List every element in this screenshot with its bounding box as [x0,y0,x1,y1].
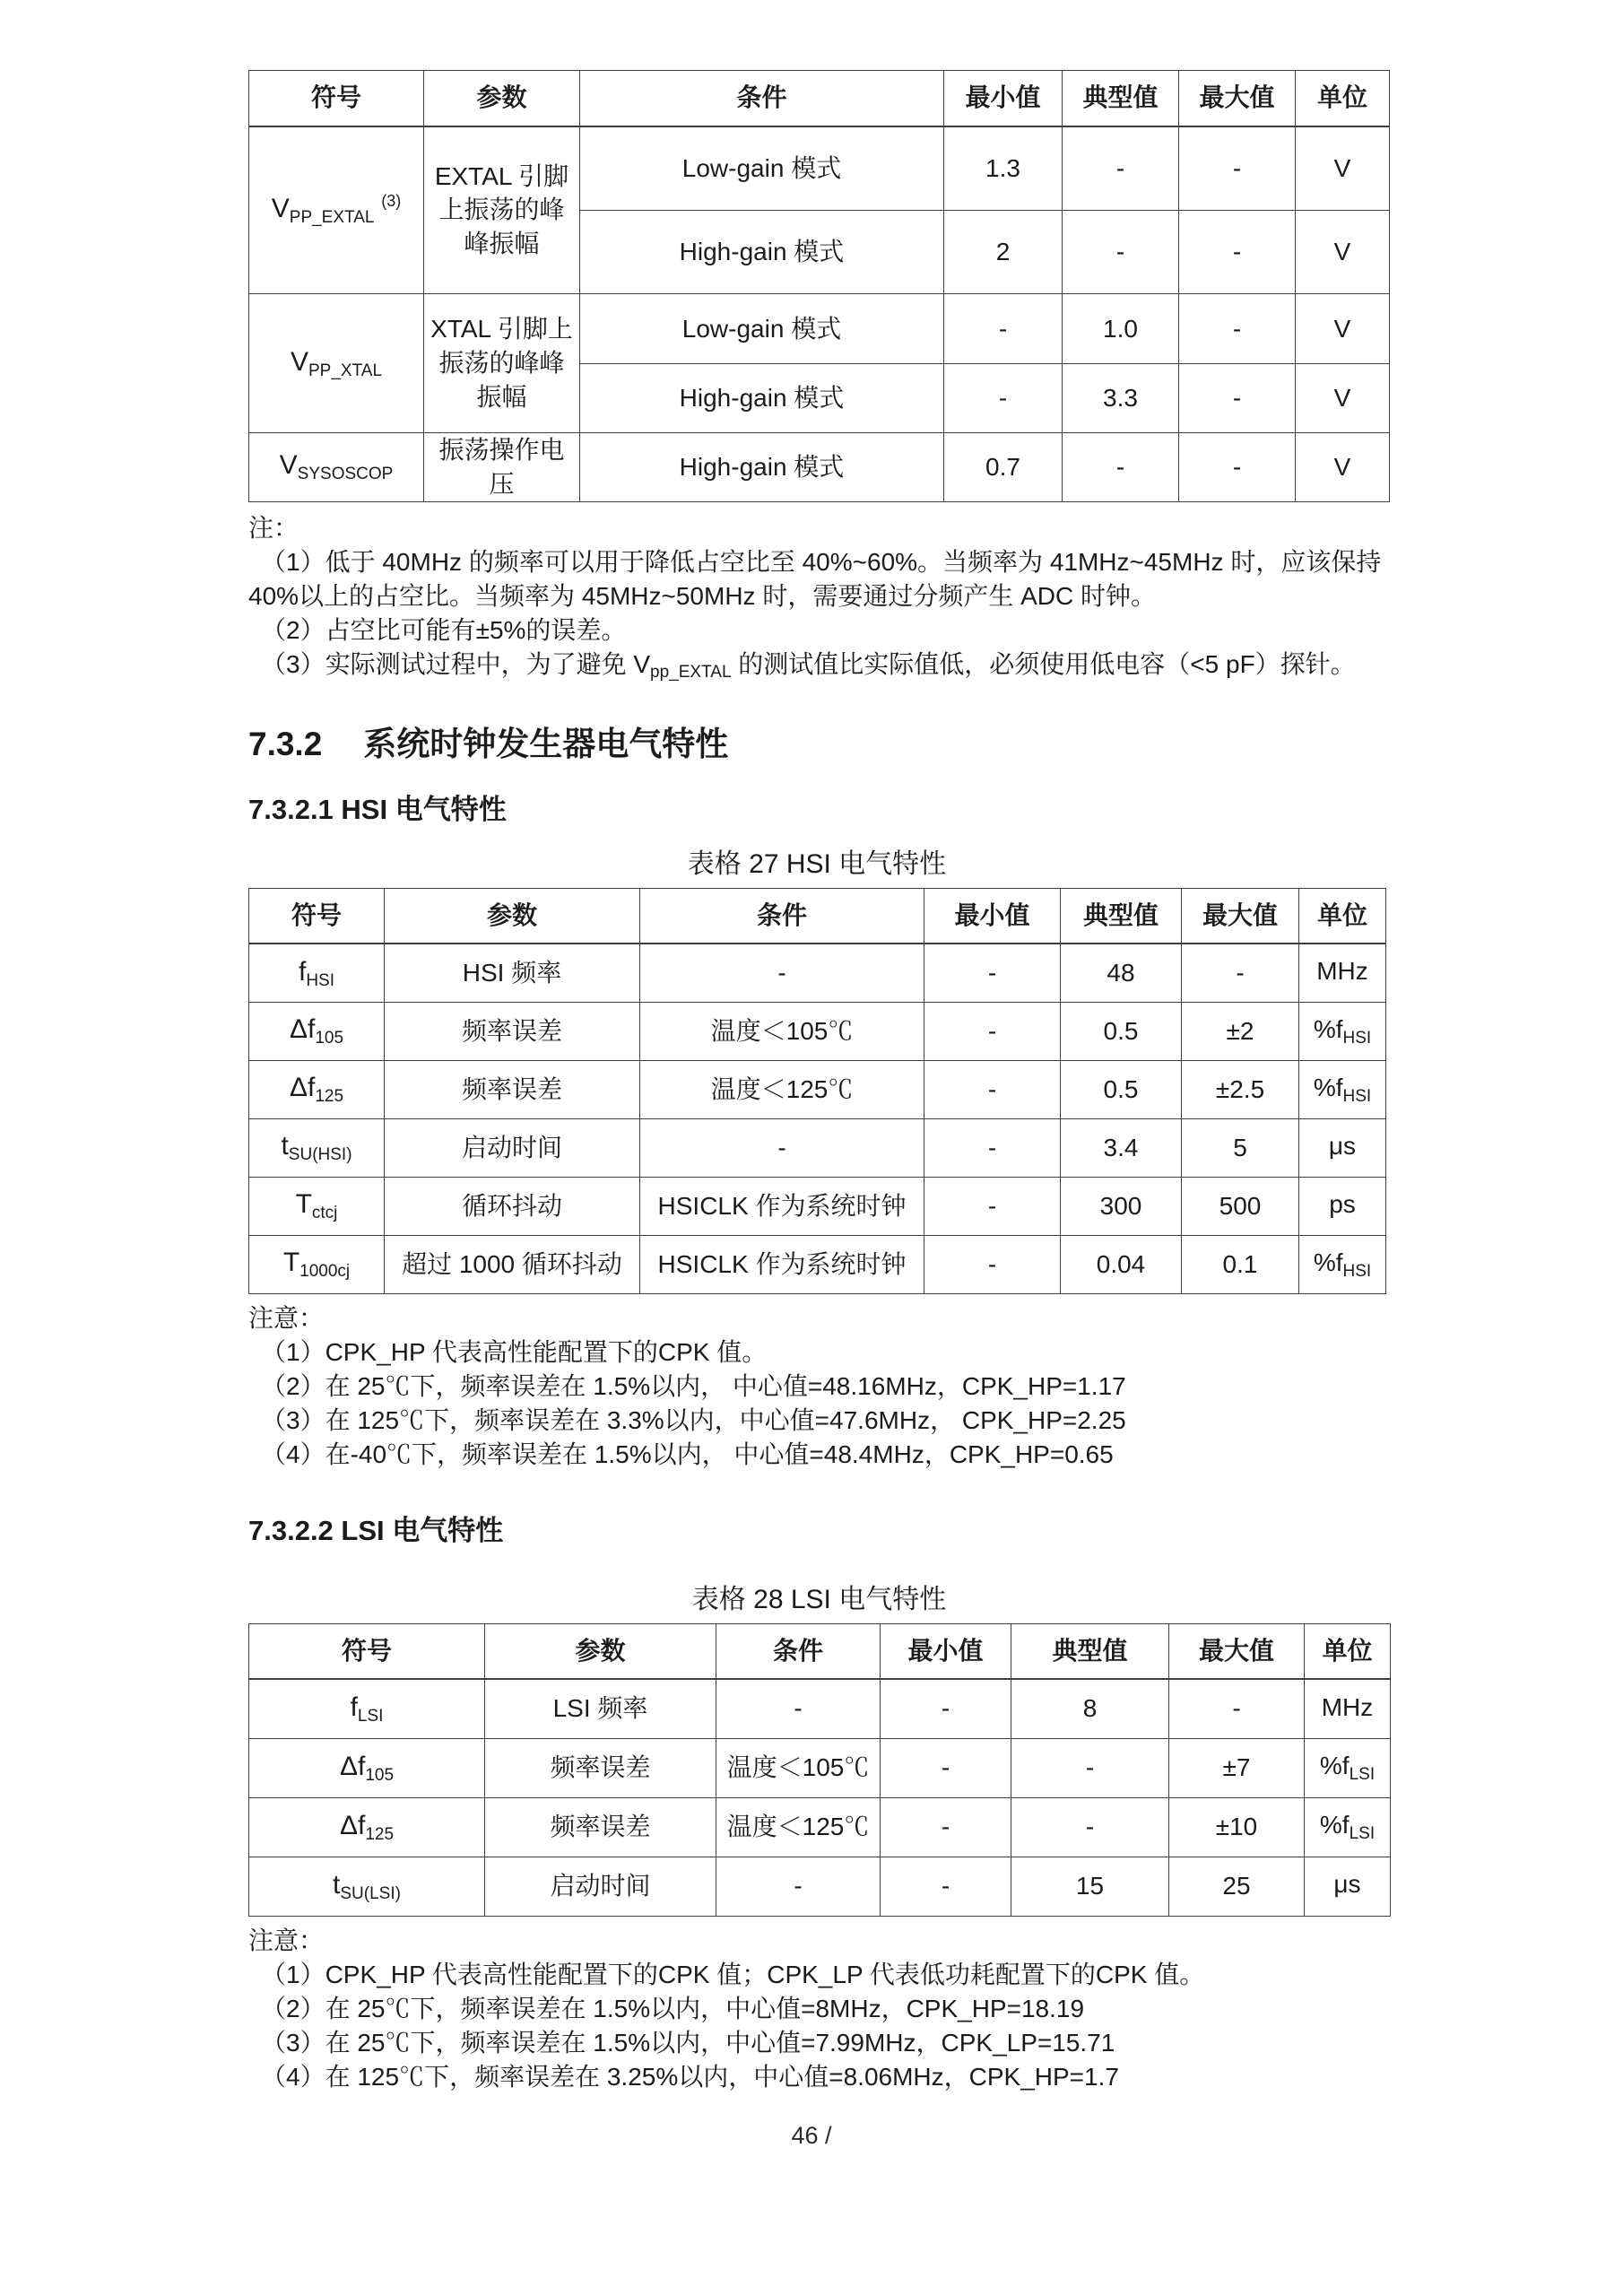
max-cell: - [1179,433,1296,502]
param-cell: 频率误差 [485,1797,716,1857]
table-row [249,433,1390,502]
unit-base: %f [1313,1073,1343,1101]
col-header-unit: 单位 [1305,1623,1391,1679]
symbol-base: V [290,346,308,377]
notes-label: 注意： [248,1303,325,1332]
lsi-notes [248,1924,1504,2094]
unit-base: MHz [1316,957,1368,986]
notes-label: 注： [248,513,299,542]
min-cell: - [924,1235,1061,1293]
lsi-characteristics-table [248,1623,1391,1917]
typ-cell: 0.5 [1061,1060,1182,1118]
osc-characteristics-table [248,70,1390,502]
param-cell: 超过 1000 循环抖动 [385,1235,640,1293]
cond-cell: Low-gain 模式 [580,294,944,364]
symbol-df125 [249,1060,385,1118]
param-cell: 频率误差 [485,1738,716,1797]
unit-cell [1305,1857,1391,1916]
table-row [249,294,1390,364]
col-header-parameter: 参数 [485,1623,716,1679]
col-header-typ: 典型值 [1063,71,1179,126]
symbol-base: T [295,1189,312,1220]
unit-base: %f [1319,1752,1350,1780]
table-row [249,1738,1391,1797]
symbol-base: f [298,956,307,987]
max-cell: - [1179,294,1296,364]
param-cell: XTAL 引脚上振荡的峰峰振幅 [424,294,580,433]
unit-cell [1299,1235,1386,1293]
unit-subscript: HSI [1342,1028,1372,1048]
param-cell: 启动时间 [385,1118,640,1177]
max-cell: - [1179,126,1296,211]
min-cell: - [924,944,1061,1002]
max-cell: ±10 [1169,1797,1305,1857]
section-heading-7321: 7.3.2.1 HSI 电气特性 [248,793,507,825]
cond-cell: - [716,1679,881,1738]
symbol-footnote-ref: (3) [381,192,402,211]
min-cell: - [924,1002,1061,1060]
unit-cell: V [1296,364,1390,433]
symbol-vsysoscop [249,433,424,502]
max-cell: - [1179,364,1296,433]
unit-base: %f [1313,1248,1343,1276]
note-item: （1）CPK_HP 代表高性能配置下的CPK 值；CPK_LP 代表低功耗配置下的CPK 值。 [261,1960,1205,1988]
min-cell: 1.3 [944,126,1063,211]
cond-cell: - [640,944,924,1002]
symbol-subscript: SU(HSI) [288,1145,352,1165]
note-item: （4）在-40℃下，频率误差在 1.5%以内， 中心值=48.4MHz，CPK_HP=0.65 [261,1439,1114,1468]
symbol-df105 [249,1738,485,1797]
symbol-base: Δf [289,1073,316,1103]
note-item: （3）在 25℃下，频率误差在 1.5%以内，中心值=7.99MHz，CPK_LP=15.71 [261,2028,1115,2057]
param-cell: 启动时间 [485,1857,716,1916]
symbol-subscript: LSI [357,1707,384,1726]
note-item: （4）在 125℃下，频率误差在 3.25%以内，中心值=8.06MHz，CPK_HP=1.7 [261,2062,1119,2091]
unit-cell [1299,1118,1386,1177]
note-item: （2）在 25℃下，频率误差在 1.5%以内， 中心值=48.16MHz，CPK_HP=1.17 [261,1371,1126,1400]
col-header-typ: 典型值 [1061,888,1182,944]
cond-cell: 温度＜105℃ [716,1738,881,1797]
min-cell: - [944,294,1063,364]
symbol-subscript: SYSOSCOP [297,465,394,484]
col-header-max: 最大值 [1179,71,1296,126]
typ-cell: - [1063,211,1179,294]
col-header-min: 最小值 [881,1623,1011,1679]
unit-cell [1305,1679,1391,1738]
symbol-base: Δf [339,1810,366,1840]
typ-cell: 0.04 [1061,1235,1182,1293]
param-cell: 振荡操作电压 [424,433,580,502]
section-heading-732 [248,717,1504,765]
symbol-subscript: SU(LSI) [340,1883,401,1903]
unit-cell [1299,1002,1386,1060]
col-header-parameter: 参数 [385,888,640,944]
param-cell: HSI 频率 [385,944,640,1002]
page-content [248,70,1504,2094]
unit-cell: V [1296,126,1390,211]
param-cell: LSI 频率 [485,1679,716,1738]
table-row [249,944,1386,1002]
symbol-subscript: HSI [306,970,335,990]
cond-cell: 温度＜105℃ [640,1002,924,1060]
osc-notes [248,511,1504,690]
unit-cell: V [1296,433,1390,502]
symbol-base: f [350,1692,358,1723]
cond-cell: - [716,1857,881,1916]
symbol-base: t [281,1131,289,1161]
unit-base: ps [1329,1189,1356,1218]
unit-subscript: HSI [1342,1261,1372,1281]
symbol-subscript: PP_XTAL [308,361,383,380]
min-cell: - [881,1679,1011,1738]
typ-cell: - [1011,1738,1169,1797]
lsi-table-header-row [249,1623,1391,1679]
col-header-typ: 典型值 [1011,1623,1169,1679]
note-item [248,648,1504,690]
param-cell: 频率误差 [385,1002,640,1060]
typ-cell: 0.5 [1061,1002,1182,1060]
min-cell: - [924,1060,1061,1118]
symbol-base: t [333,1869,341,1900]
col-header-condition: 条件 [716,1623,881,1679]
note-item: （2）占空比可能有±5%的误差。 [261,615,627,644]
symbol-base: Δf [289,1014,316,1045]
unit-cell: V [1296,294,1390,364]
col-header-unit: 单位 [1296,71,1390,126]
symbol-base: T [282,1248,300,1278]
col-header-symbol: 符号 [249,888,385,944]
col-header-condition: 条件 [580,71,944,126]
col-header-condition: 条件 [640,888,924,944]
hsi-table-header-row [249,888,1386,944]
symbol-subscript: pp_EXTAL [650,662,732,682]
section-title: 系统时钟发生器电气特性 [363,725,729,762]
col-header-max: 最大值 [1182,888,1299,944]
table-row [249,1797,1391,1857]
min-cell: - [924,1118,1061,1177]
note-text: 的测试值比实际值低，必须使用低电容（<5 pF）探针。 [731,649,1356,678]
table-row [249,1857,1391,1916]
typ-cell: - [1063,433,1179,502]
section-number: 7.3.2 [248,725,323,762]
typ-cell: 3.4 [1061,1118,1182,1177]
typ-cell: 48 [1061,944,1182,1002]
max-cell: - [1182,944,1299,1002]
col-header-min: 最小值 [924,888,1061,944]
symbol-tsu-lsi [249,1857,485,1916]
note-text: （3）实际测试过程中，为了避免 V [261,649,651,678]
col-header-min: 最小值 [944,71,1063,126]
param-cell: EXTAL 引脚上振荡的峰峰振幅 [424,126,580,294]
typ-cell: 15 [1011,1857,1169,1916]
symbol-vpp-xtal [249,294,424,433]
typ-cell: - [1011,1797,1169,1857]
cond-cell: 温度＜125℃ [716,1797,881,1857]
cond-cell: Low-gain 模式 [580,126,944,211]
min-cell: - [881,1738,1011,1797]
col-header-max: 最大值 [1169,1623,1305,1679]
cond-cell: - [640,1118,924,1177]
cond-cell: 温度＜125℃ [640,1060,924,1118]
page-number: 46 / [791,2122,832,2149]
min-cell: - [944,364,1063,433]
symbol-base: V [271,194,290,224]
table-row [249,1118,1386,1177]
table-row [249,1679,1391,1738]
max-cell: 5 [1182,1118,1299,1177]
symbol-vpp-extal [249,126,424,294]
symbol-fhsi [249,944,385,1002]
unit-subscript: LSI [1349,1824,1376,1844]
max-cell: 500 [1182,1177,1299,1235]
note-item: （1）CPK_HP 代表高性能配置下的CPK 值。 [261,1337,768,1366]
cond-cell: HSICLK 作为系统时钟 [640,1177,924,1235]
symbol-tsu-hsi [249,1118,385,1177]
typ-cell: - [1063,126,1179,211]
symbol-tctcj [249,1177,385,1235]
hsi-characteristics-table [248,888,1386,1294]
symbol-t1000cj [249,1235,385,1293]
section-heading-7322: 7.3.2.2 LSI 电气特性 [248,1514,504,1546]
unit-cell [1299,1060,1386,1118]
unit-base: μs [1328,1131,1357,1160]
symbol-subscript: PP_EXTAL [289,208,375,228]
typ-cell: 300 [1061,1177,1182,1235]
symbol-flsi [249,1679,485,1738]
min-cell: - [924,1177,1061,1235]
note-item: （3）在 125℃下，频率误差在 3.3%以内，中心值=47.6MHz， CPK_HP=2.25 [261,1405,1126,1434]
table-row [249,1235,1386,1293]
min-cell: 2 [944,211,1063,294]
cond-cell: High-gain 模式 [580,364,944,433]
symbol-subscript: 125 [365,1824,395,1844]
note-item: （1）低于 40MHz 的频率可以用于降低占空比至 40%~60%。当频率为 41MHz~45MHz 时，应该保持 [261,547,1382,576]
min-cell: 0.7 [944,433,1063,502]
table-row [249,126,1390,211]
note-item: （2）在 25℃下，频率误差在 1.5%以内，中心值=8MHz，CPK_HP=18.19 [261,1994,1085,2022]
max-cell: ±2 [1182,1002,1299,1060]
table-row [249,1177,1386,1235]
max-cell: 25 [1169,1857,1305,1916]
param-cell: 频率误差 [385,1060,640,1118]
col-header-symbol: 符号 [249,1623,485,1679]
symbol-df105 [249,1002,385,1060]
max-cell: - [1179,211,1296,294]
symbol-base: V [279,450,298,481]
typ-cell: 1.0 [1063,294,1179,364]
unit-subscript: HSI [1342,1086,1372,1106]
osc-table-header-row [249,71,1390,126]
table-row [249,1002,1386,1060]
max-cell: - [1169,1679,1305,1738]
unit-base: μs [1333,1870,1361,1899]
unit-base: %f [1313,1014,1343,1043]
typ-cell: 3.3 [1063,364,1179,433]
symbol-subscript: 125 [315,1087,344,1107]
table-caption-27: 表格 27 HSI 电气特性 [687,848,947,879]
cond-cell: HSICLK 作为系统时钟 [640,1235,924,1293]
unit-cell [1299,944,1386,1002]
symbol-subscript: 105 [365,1765,395,1785]
unit-cell [1299,1177,1386,1235]
unit-base: %f [1319,1811,1350,1839]
unit-cell [1305,1797,1391,1857]
max-cell: 0.1 [1182,1235,1299,1293]
symbol-subscript: 1000cj [299,1262,351,1282]
max-cell: ±2.5 [1182,1060,1299,1118]
symbol-base: Δf [339,1751,366,1781]
unit-base: MHz [1321,1692,1374,1721]
symbol-subscript: ctcj [311,1204,338,1223]
notes-label: 注意： [248,1926,325,1954]
cond-cell: High-gain 模式 [580,433,944,502]
col-header-unit: 单位 [1299,888,1386,944]
unit-cell: V [1296,211,1390,294]
table-row [249,1060,1386,1118]
symbol-subscript: 105 [315,1029,344,1048]
max-cell: ±7 [1169,1738,1305,1797]
unit-subscript: LSI [1349,1765,1376,1785]
param-cell: 循环抖动 [385,1177,640,1235]
min-cell: - [881,1857,1011,1916]
table-caption-28: 表格 28 LSI 电气特性 [691,1584,947,1614]
symbol-df125 [249,1797,485,1857]
note-item-continuation: 40%以上的占空比。当频率为 45MHz~50MHz 时，需要通过分频产生 ADC 时钟。 [248,581,1157,610]
cond-cell: High-gain 模式 [580,211,944,294]
col-header-parameter: 参数 [424,71,580,126]
min-cell: - [881,1797,1011,1857]
hsi-notes [248,1301,1504,1472]
unit-cell [1305,1738,1391,1797]
col-header-symbol: 符号 [249,71,424,126]
typ-cell: 8 [1011,1679,1169,1738]
